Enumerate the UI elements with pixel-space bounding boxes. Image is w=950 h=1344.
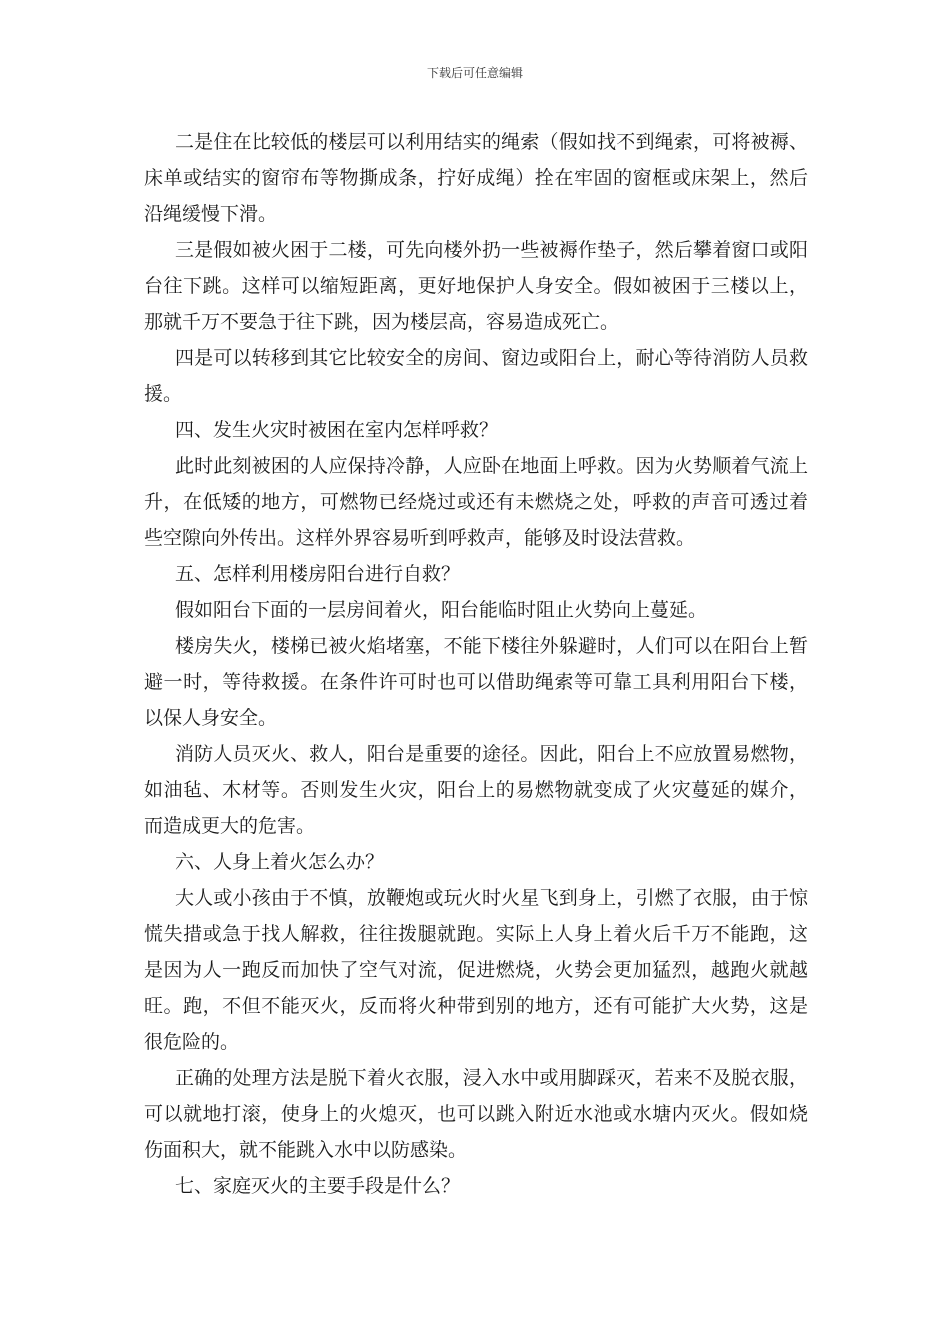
document-body bbox=[144, 124, 808, 1204]
paragraph: 大人或小孩由于不慎，放鞭炮或玩火时火星飞到身上，引燃了衣服，由于惊慌失措或急于找人解救，往往拨腿就跑。实际上人身上着火后千万不能跑，这是因为人一跑反而加快了空气对流，促进燃烧，火势会更加猛烈，越跑火就越旺。跑，不但不能灭火，反而将火种带到别的地方，还有可能扩大火势，这是很危险的。 bbox=[144, 887, 808, 1053]
paragraph: 三是假如被火困于二楼，可先向楼外扔一些被褥作垫子，然后攀着窗口或阳台往下跳。这样可以缩短距离，更好地保护人身安全。假如被困于三楼以上，那就千万不要急于往下跳，因为楼层高，容易造成死亡。 bbox=[144, 239, 808, 333]
paragraph: 消防人员灭火、救人，阳台是重要的途径。因此，阳台上不应放置易燃物，如油毡、木材等。否则发生火灾，阳台上的易燃物就变成了火灾蔓延的媒介，而造成更大的危害。 bbox=[144, 743, 808, 837]
section-heading: 七、家庭灭火的主要手段是什么？ bbox=[175, 1175, 461, 1197]
page-header: 下载后可任意编辑 bbox=[426, 66, 523, 80]
paragraph: 四是可以转移到其它比较安全的房间、窗边或阳台上，耐心等待消防人员救援。 bbox=[144, 347, 808, 405]
paragraph: 二是住在比较低的楼层可以利用结实的绳索（假如找不到绳索，可将被褥、床单或结实的窗帘布等物撕成条，拧好成绳）拴在牢固的窗框或床架上，然后沿绳缓慢下滑。 bbox=[144, 131, 808, 225]
section-heading: 六、人身上着火怎么办？ bbox=[175, 851, 385, 873]
paragraph: 正确的处理方法是脱下着火衣服，浸入水中或用脚踩灭，若来不及脱衣服，可以就地打滚，使身上的火熄灭，也可以跳入附近水池或水塘内灭火。假如烧伤面积大，就不能跳入水中以防感染。 bbox=[144, 1067, 808, 1161]
section-heading: 五、怎样利用楼房阳台进行自救？ bbox=[175, 563, 461, 585]
paragraph: 此时此刻被困的人应保持冷静，人应卧在地面上呼救。因为火势顺着气流上升，在低矮的地方，可燃物已经烧过或还有未燃烧之处，呼救的声音可透过着些空隙向外传出。这样外界容易听到呼救声，能够及时设法营救。 bbox=[144, 455, 808, 549]
section-heading: 四、发生火灾时被困在室内怎样呼救？ bbox=[175, 419, 499, 441]
paragraph: 楼房失火，楼梯已被火焰堵塞，不能下楼往外躲避时，人们可以在阳台上暂避一时，等待救援。在条件许可时也可以借助绳索等可靠工具利用阳台下楼，以保人身安全。 bbox=[144, 635, 808, 729]
paragraph: 假如阳台下面的一层房间着火，阳台能临时阻止火势向上蔓延。 bbox=[175, 599, 708, 621]
